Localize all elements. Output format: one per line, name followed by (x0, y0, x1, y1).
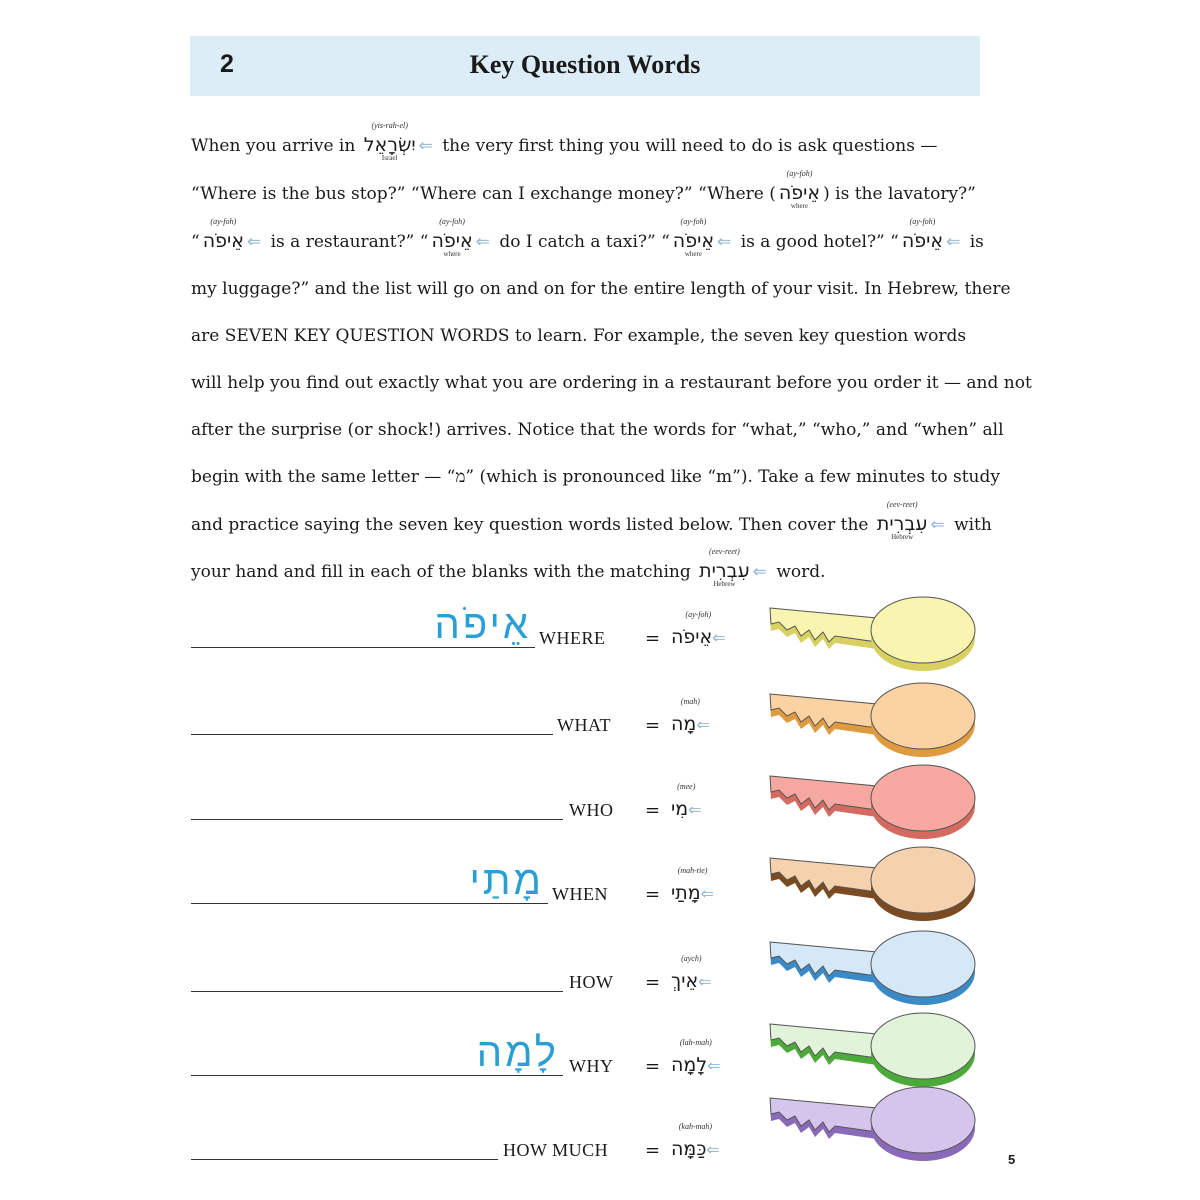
equals-sign: = (645, 628, 661, 649)
answer-blank[interactable] (191, 1158, 498, 1160)
intro-line-6: will help you find out exactly what you are ordering in a restaurant before you order it — and not (191, 373, 1032, 393)
handwritten-answer: מָתַי (469, 858, 544, 904)
handwritten-answer: אֵיפֹה (434, 602, 531, 648)
arrow-left-icon: ⇐ (475, 232, 490, 252)
arrow-left-icon: ⇐ (418, 136, 433, 156)
equals-sign: = (645, 1140, 661, 1161)
hebrew-israel: (yis-rah-el) יִשְׂרָאֵל Israel (363, 121, 416, 162)
intro-line-10: your hand and fill in each of the blanks with the matching (eev-reet) עִבְרִית Hebrew ⇐ word. (191, 547, 826, 588)
key-icon (765, 930, 980, 1015)
english-word: HOW (569, 972, 614, 992)
arrow-left-icon: ⇐ (246, 232, 262, 252)
handwritten-answer: לָמָה (476, 1030, 559, 1076)
arrow-left-icon: ⇐ (696, 715, 710, 734)
english-word: WHERE (539, 628, 606, 648)
intro-line-7: after the surprise (or shock!) arrives. Notice that the words for “what,” “who,” and “when” all (191, 420, 1004, 440)
key-icon (765, 596, 980, 681)
pronunciation: (lah-mah) (679, 1038, 712, 1047)
english-word: WHO (569, 800, 614, 820)
arrow-left-icon: ⇐ (707, 1056, 721, 1075)
pronunciation: (aych) (681, 954, 702, 963)
chapter-title: Key Question Words (469, 50, 701, 79)
answer-blank[interactable] (191, 990, 563, 992)
arrow-left-icon: ⇐ (706, 1140, 720, 1159)
hebrew-text: אֵיךְ (671, 970, 699, 992)
equals-sign: = (645, 884, 661, 905)
hebrew-text: כַּמָּה (671, 1138, 707, 1160)
intro-line-8: begin with the same letter — “מ” (which is pronounced like “m”). Take a few minutes to study (191, 467, 1000, 487)
arrow-left-icon: ⇐ (688, 800, 702, 819)
intro-line-9: and practice saying the seven key question words listed below. Then cover the (eev-reet) עִבְרִית Hebrew ⇐ with (191, 500, 992, 541)
arrow-left-icon: ⇐ (930, 515, 945, 535)
hebrew-word (671, 610, 726, 648)
hebrew-where: (ay-foh) אֵיפֹה where (672, 217, 715, 258)
intro-line-1: When you arrive in (yis-rah-el) יִשְׂרָאֵל Israel ⇐ the very first thing you will need to do is ask questions — (191, 121, 938, 162)
pronunciation: (kah-mah) (678, 1122, 713, 1131)
arrow-left-icon: ⇐ (946, 232, 961, 252)
pronunciation: (mee) (677, 782, 696, 791)
arrow-left-icon: ⇐ (700, 884, 715, 903)
intro-line-4: my luggage?” and the list will go on and on for the entire length of your visit. In Hebrew, there (191, 279, 1011, 299)
intro-line-3: “ (ay-foh) אֵיפֹה ⇐ is a restaurant?” “ (ay-foh) אֵיפֹה where ⇐ do I catch a taxi?” “ (ay-foh) אֵיפֹה where ⇐ is a good hotel?” “ (ay-foh) אֵיפֹה ⇐ is (191, 217, 984, 258)
equals-sign: = (645, 800, 661, 821)
key-icon (765, 764, 980, 849)
hebrew-where: (ay-foh) אֵיפֹה (901, 217, 944, 252)
arrow-left-icon: ⇐ (752, 562, 767, 582)
answer-blank[interactable] (191, 818, 563, 820)
hebrew-text: אֵיפֹה (671, 626, 713, 648)
hebrew-text: מָה (671, 713, 697, 735)
hebrew-ivrit: (eev-reet) עִבְרִית Hebrew (699, 547, 750, 588)
equals-sign: = (645, 1056, 661, 1077)
hebrew-word (671, 866, 715, 904)
pronunciation: (ay-foh) (685, 610, 712, 619)
hebrew-where: (ay-foh) אֵיפֹה where (431, 217, 473, 258)
intro-line-2: “Where is the bus stop?” “Where can I exchange money?” “Where ( (ay-foh) אֵיפֹה where ) is the lavatory?” (191, 169, 976, 210)
key-icon (765, 1012, 980, 1097)
hebrew-word (671, 954, 712, 992)
hebrew-ivrit: (eev-reet) עִבְרִית Hebrew (876, 500, 928, 541)
key-icon (765, 1086, 980, 1171)
hebrew-where: (ay-foh) אֵיפֹה (202, 217, 244, 252)
arrow-left-icon: ⇐ (698, 972, 712, 991)
pronunciation: (mah-tie) (677, 866, 708, 875)
equals-sign: = (645, 715, 661, 736)
hebrew-text: מָתַי (671, 882, 701, 904)
chapter-number: 2 (220, 50, 234, 78)
english-word: WHY (569, 1056, 614, 1076)
intro-line-5: are SEVEN KEY QUESTION WORDS to learn. For example, the seven key question words (191, 326, 967, 346)
arrow-left-icon: ⇐ (717, 232, 732, 252)
page-number: 5 (1008, 1152, 1016, 1167)
hebrew-word (671, 697, 710, 735)
pronunciation: (mah) (680, 697, 700, 706)
hebrew-text: לָמָה (671, 1054, 708, 1076)
key-icon (765, 682, 980, 767)
answer-blank[interactable] (191, 733, 553, 735)
english-word: WHAT (557, 715, 611, 735)
hebrew-word (671, 782, 702, 820)
chapter-header (190, 36, 980, 96)
equals-sign: = (645, 972, 661, 993)
hebrew-text: מִי (671, 798, 689, 820)
arrow-left-icon: ⇐ (712, 628, 726, 647)
english-word: WHEN (552, 884, 608, 904)
english-word: HOW MUCH (503, 1140, 609, 1160)
hebrew-word (671, 1122, 720, 1160)
hebrew-word (671, 1038, 721, 1076)
key-icon (765, 846, 980, 931)
hebrew-where: (ay-foh) אֵיפֹה where (778, 169, 821, 210)
